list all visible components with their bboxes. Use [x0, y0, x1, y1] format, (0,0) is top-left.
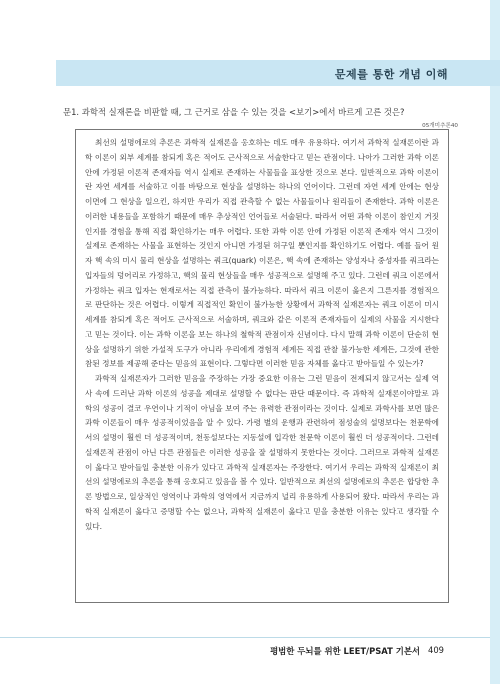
- page-number: 409: [428, 645, 444, 655]
- question-text: 문1. 과학적 실재론을 비판할 때, 그 근거로 삼을 수 있는 것을 <보기>에서 바르게 고른 것은?: [63, 107, 405, 117]
- page-edge-tab: [490, 0, 500, 684]
- section-title: 문제를 통한 개념 이해: [334, 68, 448, 81]
- passage-paragraph-1: 최선의 설명에로의 추론은 과학적 실재론을 옹호하는 데도 매우 유용하다. 여기서 과학적 실재론이란 과학 이론이 외부 세계를 참되게 혹은 적어도 근사적으로 서술한다고 믿는 관점이다. 나아가 그러한 과학 이론 안에 가정된 이론적 존재자들 역시 실제로 존재하는 사물들을 표상한 것으로 본다. 일반적으로 과학 이론이란 자연 세계를 서술하고 이를 바탕으로 현상을 설명하는 하나의 언어이다. 그런데 자연 세계 안에는 현상 이면에 그 현상을 일으킨, 하지만 우리가 직접 관측할 수 없는 사물들이나 원리들이 존재한다. 과학 이론은 이러한 내용들을 포함하기 때문에 매우 추상적인 언어들로 서술된다. 따라서 어떤 과학 이론이 참인지 거짓인지를 경험을 통해 직접 확인하기는 매우 어렵다. 또한 과학 이론 안에 가정된 이론적 존재자 역시 그것이 실제로 존재하는 사물을 표현하는 것인지 아니면 가정된 허구일 뿐인지를 확인하기도 어렵다. 예를 들어 원자 핵 속의 미시 물리 현상을 설명하는 쿼크(quark) 이론은, 핵 속에 존재하는 양성자나 중성자를 쿼크라는 입자들의 덩어리로 가정하고, 핵의 물리 현상들을 매우 성공적으로 설명해 주고 있다. 그런데 쿼크 이론에서 가정하는 쿼크 입자는 현재로서는 직접 관측이 불가능하다. 따라서 쿼크 이론이 옳은지 그른지를 경험적으로 판단하는 것은 어렵다. 이렇게 직접적인 확인이 불가능한 상황에서 과학적 실재론자는 쿼크 이론이 미시 세계를 참되게 혹은 적어도 근사적으로 서술하며, 쿼크와 같은 이론적 존재자들이 실제의 사물을 지시한다고 믿는 것이다. 이는 과학 이론을 보는 하나의 철학적 관점이자 신념이다. 다시 말해 과학 이론이 단순히 현상을 설명하기 위한 가설적 도구가 아니라 우리에게 경험적 세계든 직접 관찰 불가능한 세계든, 그것에 관한 참된 정보를 제공해 준다는 믿음의 표현이다. 그렇다면 이러한 믿음 자체를 옳다고 받아들일 수 있는가?: [85, 138, 439, 369]
- footer-rule: [0, 637, 490, 638]
- passage-box: [75, 129, 449, 603]
- book-title: 평범한 두뇌를 위한 LEET/PSAT 기본서: [270, 646, 420, 656]
- passage-paragraph-2: 과학적 실재론자가 그러한 믿음을 주장하는 가장 중요한 이유는 그런 믿음이 전제되지 않고서는 실제 역사 속에 드러난 과학 이론의 성공을 제대로 설명할 수 없다는 판단 때문이다. 즉 과학적 실재론이야말로 과학의 성공이 결코 우연이나 기적이 아님을 보여 주는 유력한 관점이라는 것이다. 실제로 과학사를 보면 많은 과학 이론들이 매우 성공적이었음을 알 수 있다. 가령 별의 운행과 관련하여 점성술의 설명보다는 천문학에서의 설명이 훨씬 더 성공적이며, 천동설보다는 지동설에 입각한 천문학 이론이 훨씬 더 성공적이다. 그런데 실재론적 관점이 아닌 다른 관점들은 이러한 성공을 잘 설명하지 못한다는 것이다. 그러므로 과학적 실재론이 옳다고 받아들일 충분한 이유가 있다고 과학적 실재론자는 주장한다. 여기서 우리는 과학적 실재론이 최선의 설명에로의 추론을 통해 옹호되고 있음을 볼 수 있다. 일반적으로 최선의 설명에로의 추론은 합당한 추론 방법으로, 일상적인 영역이나 과학의 영역에서 지금까지 널리 유용하게 사용되어 왔다. 따라서 우리는 과학적 실재론이 옳다고 증명할 수는 없으나, 과학적 실재론이 옳다고 믿을 충분한 이유는 있다고 생각할 수 있다.: [85, 374, 439, 531]
- question-source: 05개미추론40: [422, 123, 458, 129]
